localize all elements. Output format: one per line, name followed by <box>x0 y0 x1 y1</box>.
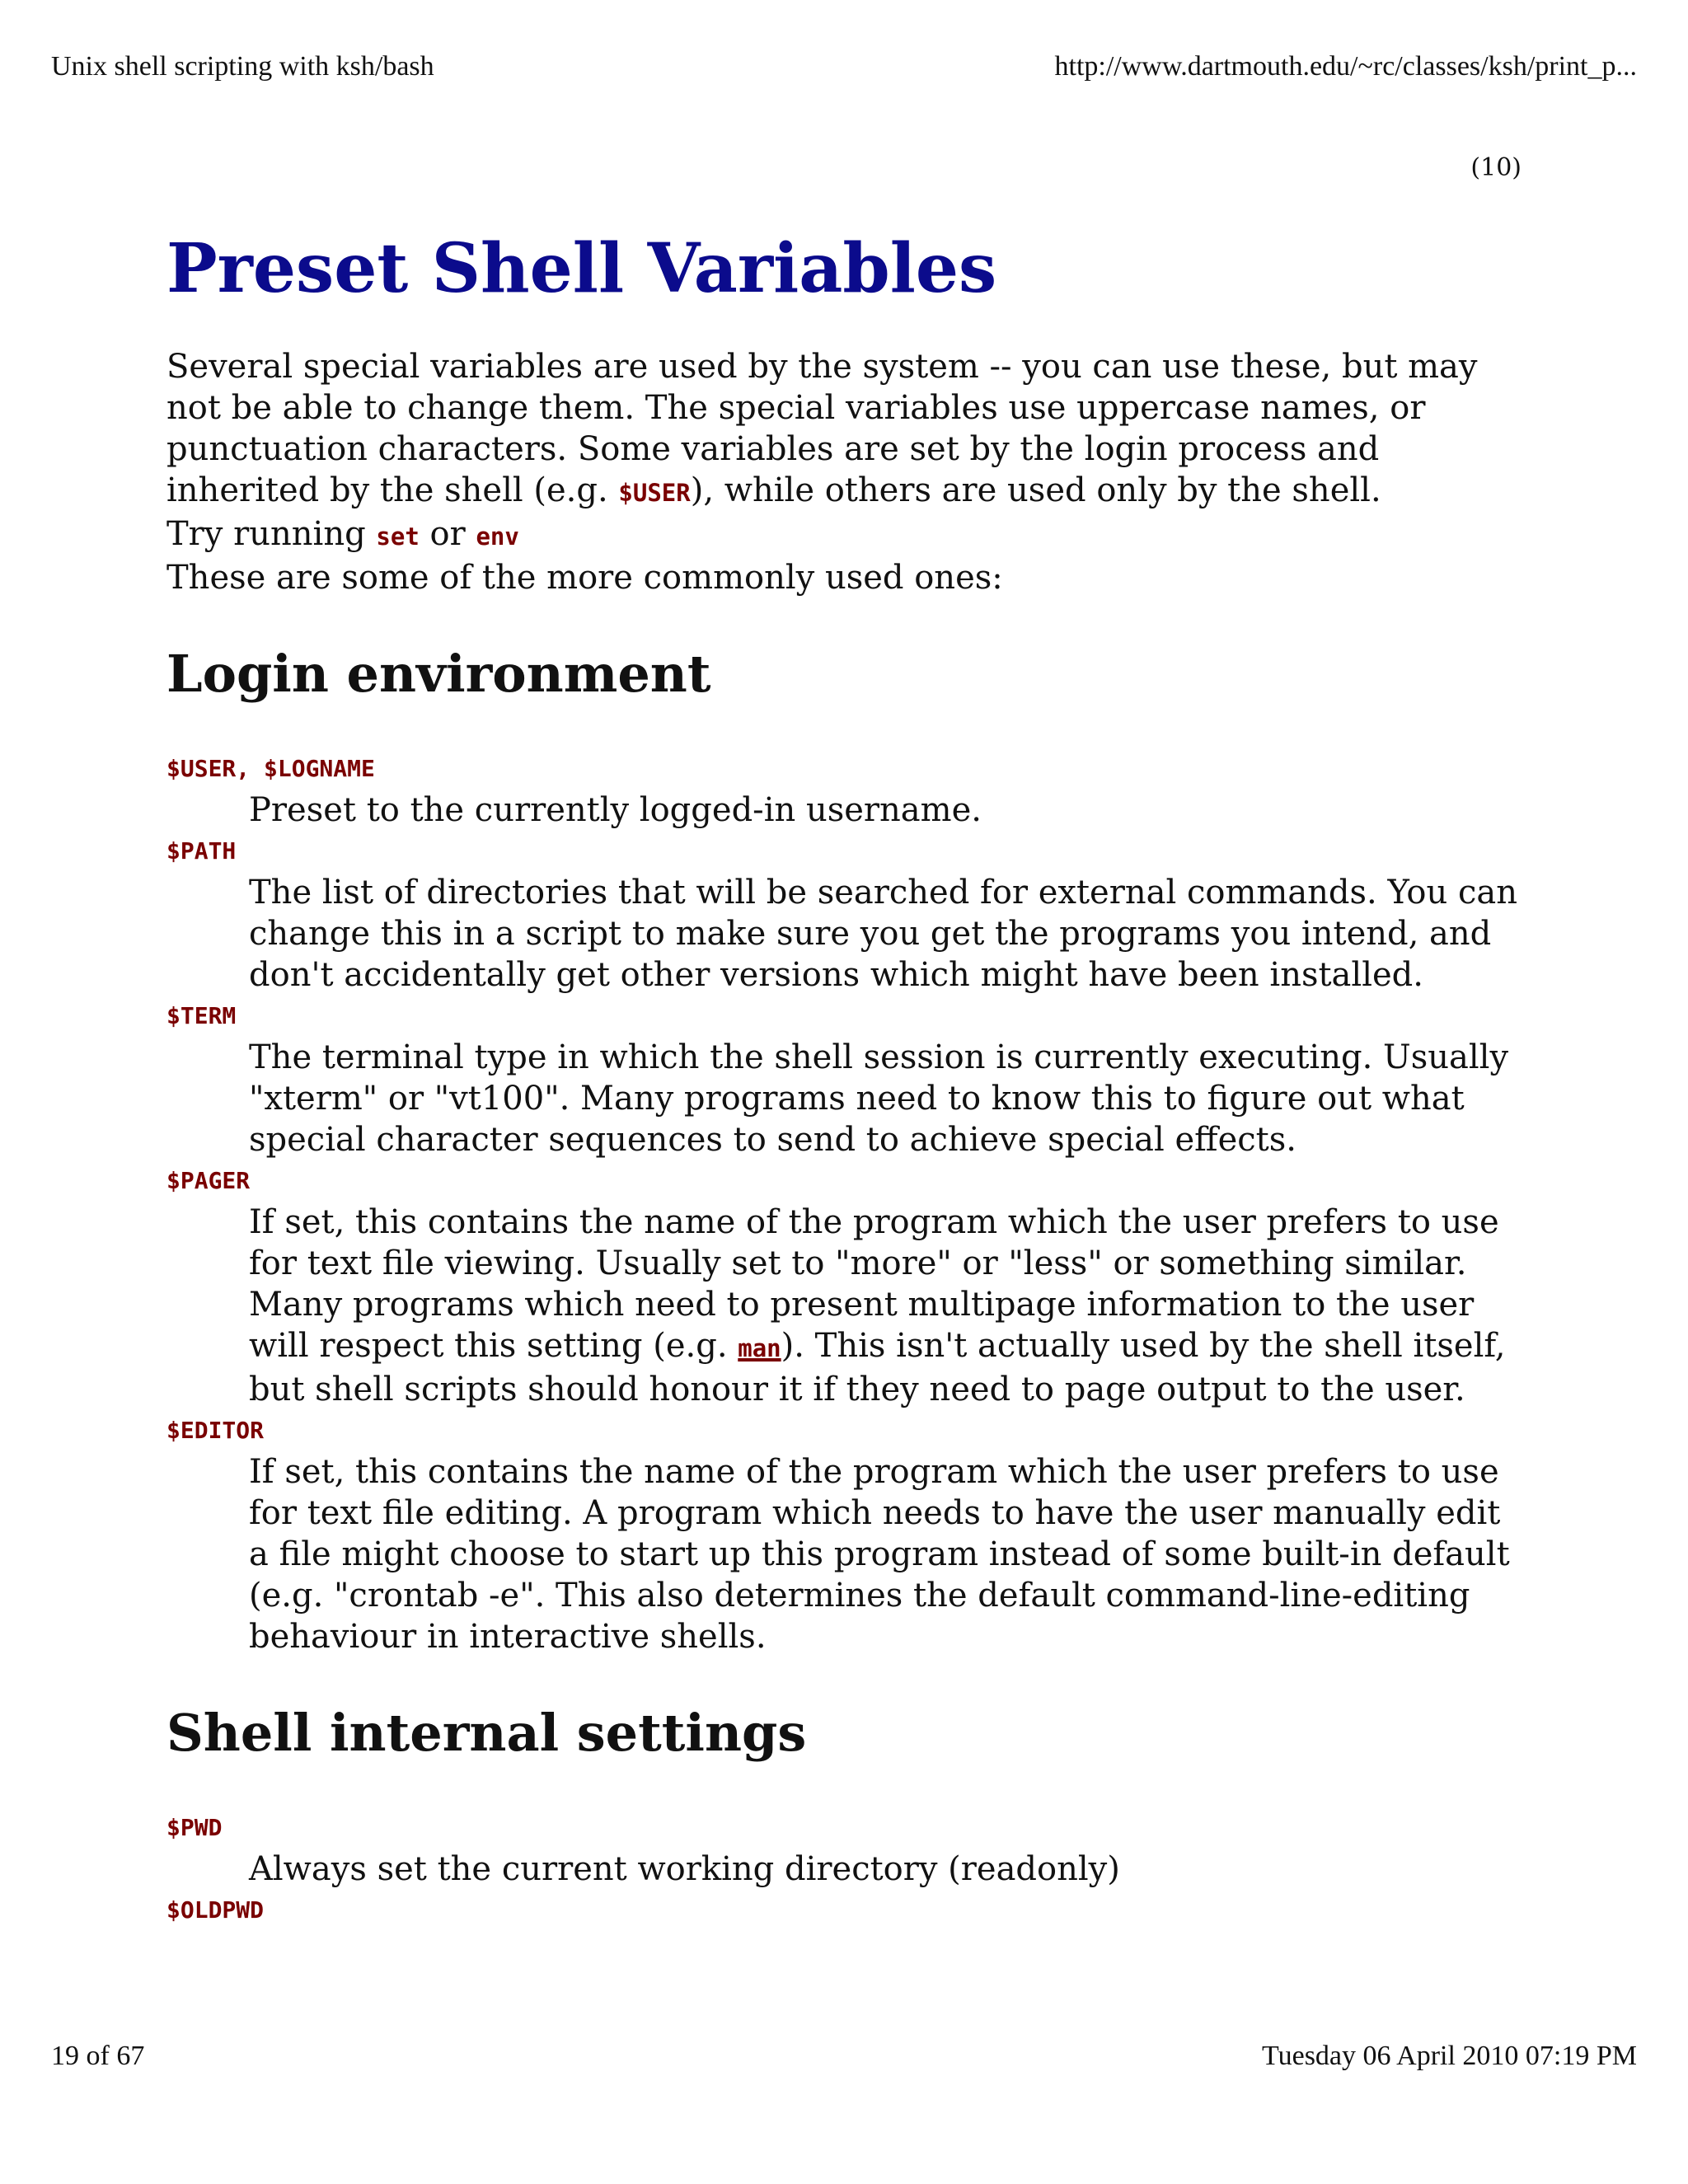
slide-number: (10) <box>1470 153 1522 182</box>
intro-code-user: $USER <box>618 479 691 507</box>
page-title: Preset Shell Variables <box>166 229 997 308</box>
intro-text-1: Several special variables are used by the system -- you can use these, but may not be able to change them. The special variables use uppercase names, or punctuation characters. Some variables are set by the login process and inherited by the shell (e.g. <box>166 348 1478 509</box>
var-term-path: $PATH <box>166 837 237 865</box>
print-footer <box>51 2041 1637 2072</box>
page-count: 19 of 67 <box>51 2041 145 2071</box>
code-env: env <box>476 523 519 551</box>
man-code[interactable]: man <box>738 1334 781 1362</box>
section-heading-internal: Shell internal settings <box>166 1703 807 1763</box>
var-desc-editor: If set, this contains the name of the program which the user prefers to use for text file editing. A program which needs to have the user manually edit a file might choose to start up this program instead of some built-in default (e.g. "crontab -e". This also determines the default command-line-editing behaviour in interactive shells. <box>249 1453 1510 1656</box>
intro-text-2: ), while others are used only by the shell. <box>690 471 1381 509</box>
var-term-editor: $EDITOR <box>166 1417 265 1444</box>
section-heading-login: Login environment <box>166 644 711 704</box>
var-term-user: $USER, $LOGNAME <box>166 755 375 782</box>
try-running-text: Try running <box>166 515 377 553</box>
var-term-oldpwd: $OLDPWD <box>166 1896 265 1924</box>
var-desc-user: Preset to the currently logged-in username. <box>249 791 982 829</box>
print-header <box>51 51 1637 82</box>
pager-desc-2: ). This isn't actually used by the shell itself, but shell scripts should honour it if they need to page output to the user. <box>249 1327 1506 1408</box>
var-desc-term: The terminal type in which the shell session is currently executing. Usually "xterm" or "vt100". Many programs need to know this to figure out what special character sequences to send to achieve special effects. <box>249 1038 1509 1159</box>
code-set: set <box>376 523 420 551</box>
or-text: or <box>419 515 476 553</box>
print-datetime: Tuesday 06 April 2010 07:19 PM <box>1262 2041 1637 2071</box>
var-term-term: $TERM <box>166 1002 237 1029</box>
commonly-used-text: These are some of the more commonly used ones: <box>166 559 1003 597</box>
var-desc-pager <box>249 1202 1518 1410</box>
var-desc-pwd: Always set the current working directory (readonly) <box>249 1850 1120 1888</box>
pager-desc-1: If set, this contains the name of the program which the user prefers to use for text file viewing. Usually set to "more" or "less" or something similar. Many programs which need to present multipage information to the user will respect this setting (e.g. <box>249 1203 1499 1365</box>
intro-paragraph <box>166 346 1518 598</box>
print-header-url: http://www.dartmouth.edu/~rc/classes/ksh/print_p... <box>1054 51 1637 82</box>
main-content <box>166 223 1518 1931</box>
login-variables-list <box>166 748 1518 1657</box>
internal-variables-list <box>166 1807 1518 1931</box>
var-desc-path: The list of directories that will be searched for external commands. You can change this in a script to make sure you get the programs you intend, and don't accidentally get other versions which might have been installed. <box>249 874 1517 994</box>
man-link[interactable] <box>738 1327 781 1365</box>
print-header-title: Unix shell scripting with ksh/bash <box>51 51 434 82</box>
var-term-pager: $PAGER <box>166 1167 251 1194</box>
var-term-pwd: $PWD <box>166 1814 223 1841</box>
